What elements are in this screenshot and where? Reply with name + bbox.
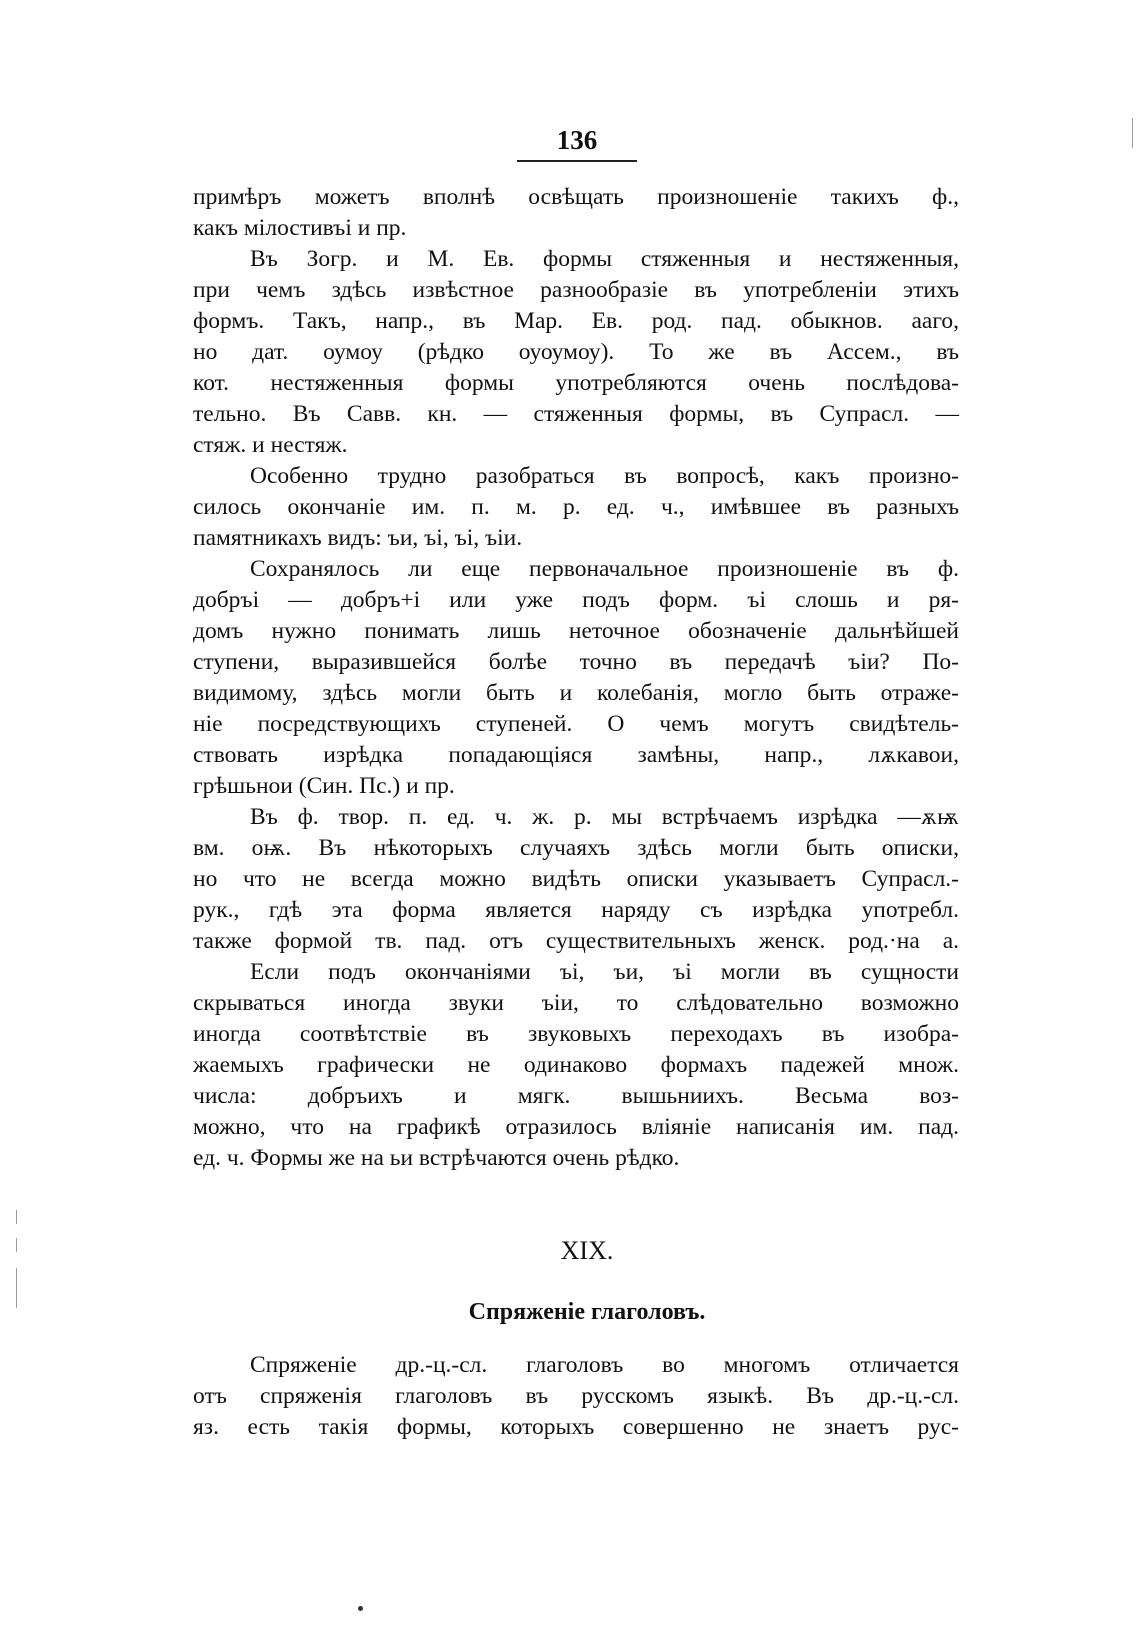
text-line: рук., гдѣ эта форма является наряду съ изрѣдка употребл. xyxy=(193,897,959,923)
text-line: можно, что на графикѣ отразилось вліяніе написанія им. пад. xyxy=(193,1114,959,1140)
text-line: вм. оѭ. Въ нѣкоторыхъ случаяхъ здѣсь могли быть описки, xyxy=(193,835,959,861)
text-line: жаемыхъ графически не одинаково формахъ падежей множ. xyxy=(193,1052,959,1078)
text-line: грѣшьнои (Син. Пс.) и пр. xyxy=(193,773,455,799)
main-text-block xyxy=(193,182,959,1174)
section-title: Спряженіе глаголовъ. xyxy=(468,1299,706,1325)
text-line: отъ спряженія глаголовъ въ русскомъ языкѣ. Въ др.-ц.-сл. xyxy=(193,1383,959,1409)
text-line: также формой тв. пад. отъ существительныхъ женск. род.·на а. xyxy=(193,928,959,954)
text-line: примѣръ можетъ вполнѣ освѣщать произношеніе такихъ ф., xyxy=(193,184,959,210)
text-line: иногда соотвѣтствіе въ звуковыхъ переходахъ въ изобра- xyxy=(193,1021,959,1047)
text-line: ствовать изрѣдка попадающіяся замѣны, напр., лѫкавои, xyxy=(193,742,959,768)
text-line: яз. есть такія формы, которыхъ совершенно не знаетъ рус- xyxy=(193,1414,959,1440)
text-line: при чемъ здѣсь извѣстное разнообразіе въ употребленіи этихъ xyxy=(193,277,959,303)
text-line: но что не всегда можно видѣть описки указываетъ Супрасл.- xyxy=(193,866,959,892)
text-line: памятникахъ видъ: ъи, ъі, ъі, ъіи. xyxy=(193,525,523,551)
section-number: XIX. xyxy=(560,1236,614,1265)
text-line: кот. нестяженныя формы употребляются очень послѣдова- xyxy=(193,370,959,396)
section-text-block xyxy=(193,1350,959,1443)
text-line: ніе посредствующихъ ступеней. О чемъ могутъ свидѣтель- xyxy=(193,711,959,737)
text-line: Спряженіе др.-ц.-сл. глаголовъ во многомъ отличается xyxy=(250,1352,959,1378)
text-line: числа: добръихъ и мягк. вышьниихъ. Весьма воз- xyxy=(193,1083,959,1109)
text-line: Въ ф. твор. п. ед. ч. ж. р. мы встрѣчаемъ изрѣдка —ѫѭ xyxy=(250,804,959,830)
text-line: Въ Зогр. и М. Ев. формы стяженныя и нестяженныя, xyxy=(250,246,959,272)
text-line: ступени, выразившейся болѣе точно въ передачѣ ъіи? По- xyxy=(193,649,959,675)
scan-edge-mark xyxy=(16,1268,17,1308)
text-line: видимому, здѣсь могли быть и колебанія, могло быть отраже- xyxy=(193,680,959,706)
text-line: домъ нужно понимать лишь неточное обозначеніе дальнѣйшей xyxy=(193,618,959,644)
text-line: добръі — добръ+і или уже подъ форм. ъі слошь и ря- xyxy=(193,587,959,613)
page-number-rule xyxy=(517,160,637,162)
text-line: формъ. Такъ, напр., въ Мар. Ев. род. пад. обыкнов. ааго, xyxy=(193,308,959,334)
scan-edge-mark xyxy=(1132,118,1133,148)
text-line: Если подъ окончаніями ъі, ъи, ъі могли въ сущности xyxy=(250,959,959,985)
scan-edge-mark xyxy=(16,1210,17,1224)
text-line: стяж. и нестяж. xyxy=(193,432,348,458)
page-number: 136 xyxy=(556,125,598,155)
text-line: скрываться иногда звуки ъіи, то слѣдовательно возможно xyxy=(193,990,959,1016)
text-line: какъ мілостивъі и пр. xyxy=(193,215,407,241)
text-line: Особенно трудно разобраться въ вопросѣ, какъ произно- xyxy=(250,463,959,489)
text-line: силось окончаніе им. п. м. р. ед. ч., имѣвшее въ разныхъ xyxy=(193,494,959,520)
scan-edge-mark xyxy=(16,1238,17,1252)
scan-dot-mark xyxy=(358,1606,363,1611)
text-line: Сохранялось ли еще первоначальное произношеніе въ ф. xyxy=(250,556,959,582)
text-line: ед. ч. Формы же на ьи встрѣчаются очень рѣдко. xyxy=(193,1145,680,1171)
text-line: но дат. оумоу (рѣдко оуоумоу). То же въ Ассем., въ xyxy=(193,339,959,365)
text-line: тельно. Въ Савв. кн. — стяженныя формы, въ Супрасл. — xyxy=(193,401,959,427)
